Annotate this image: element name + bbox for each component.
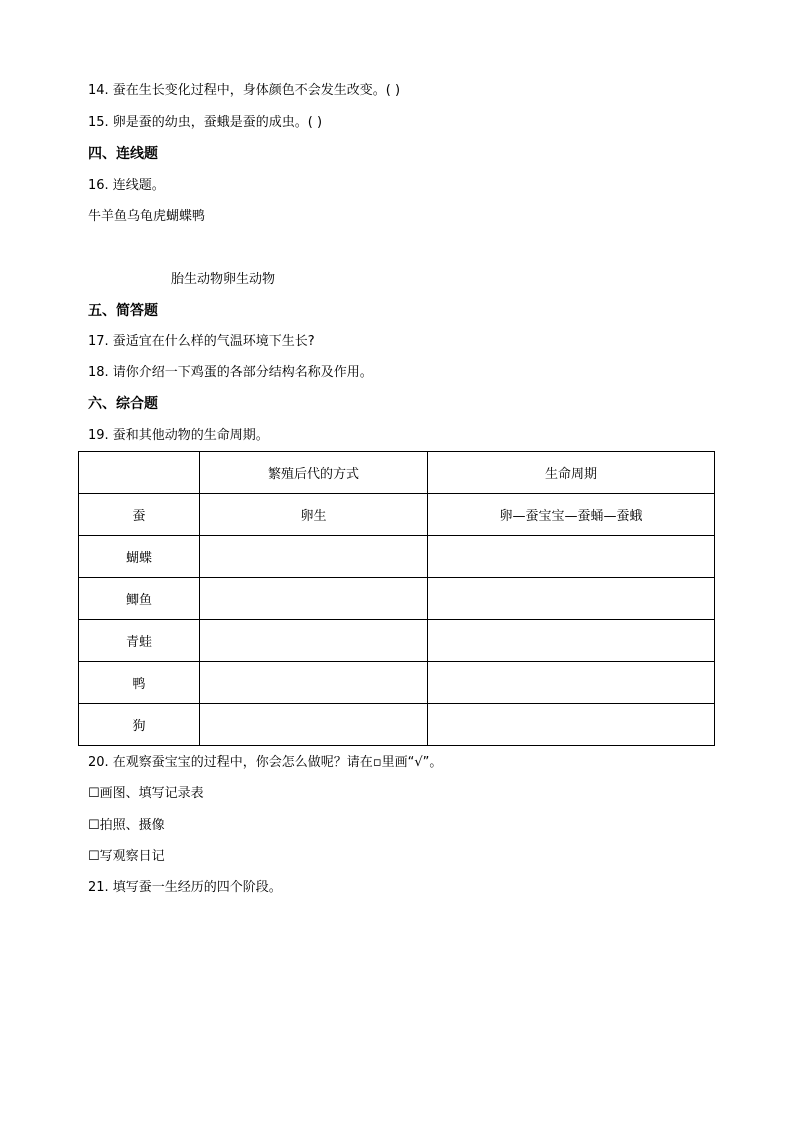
table-row	[79, 620, 715, 662]
life-cycle-cell: 卵—蚕宝宝—蚕蛹—蚕蛾	[428, 494, 715, 536]
question-15: 15. 卵是蚕的幼虫，蚕蛾是蚕的成虫。( )	[88, 115, 323, 130]
table-row	[79, 494, 715, 536]
question-20: 20. 在观察蚕宝宝的过程中，你会怎么做呢？请在▫里画“√”。	[88, 755, 443, 770]
animal-name-cell: 蝴蝶	[79, 536, 200, 578]
table-header-cell	[79, 452, 200, 494]
question-19: 19. 蚕和其他动物的生命周期。	[88, 428, 269, 443]
table-header-cell: 生命周期	[428, 452, 715, 494]
section-heading-6: 六、综合题	[88, 396, 158, 412]
reproduction-cell[interactable]	[200, 704, 428, 746]
life-cycle-cell[interactable]	[428, 662, 715, 704]
animal-name-cell: 蚕	[79, 494, 200, 536]
question-14: 14. 蚕在生长变化过程中，身体颜色不会发生改变。( )	[88, 83, 401, 98]
table-row	[79, 704, 715, 746]
animal-name-cell: 青蛙	[79, 620, 200, 662]
animal-name-cell: 狗	[79, 704, 200, 746]
option-diary[interactable]: ☐写观察日记	[88, 849, 165, 864]
reproduction-cell: 卵生	[200, 494, 428, 536]
option-photo-video[interactable]: ☐拍照、摄像	[88, 818, 165, 833]
option-draw-record[interactable]: ☐画图、填写记录表	[88, 786, 204, 801]
reproduction-cell[interactable]	[200, 536, 428, 578]
table-header-row	[79, 452, 715, 494]
reproduction-cell[interactable]	[200, 578, 428, 620]
section-heading-5: 五、简答题	[88, 303, 158, 319]
question-21: 21. 填写蚕一生经历的四个阶段。	[88, 880, 282, 895]
table-row	[79, 536, 715, 578]
matching-animals: 牛羊鱼乌龟虎蝴蝶鸭	[88, 209, 206, 224]
life-cycle-cell[interactable]	[428, 536, 715, 578]
table-row	[79, 578, 715, 620]
life-cycle-table	[78, 451, 715, 746]
section-heading-4: 四、连线题	[88, 146, 158, 162]
life-cycle-cell[interactable]	[428, 620, 715, 662]
animal-name-cell: 鲫鱼	[79, 578, 200, 620]
table-row	[79, 662, 715, 704]
question-18: 18. 请你介绍一下鸡蛋的各部分结构名称及作用。	[88, 365, 373, 380]
life-cycle-cell[interactable]	[428, 704, 715, 746]
reproduction-cell[interactable]	[200, 662, 428, 704]
life-cycle-cell[interactable]	[428, 578, 715, 620]
reproduction-cell[interactable]	[200, 620, 428, 662]
table-header-cell: 繁殖后代的方式	[200, 452, 428, 494]
matching-categories: 胎生动物卵生动物	[171, 272, 276, 287]
question-16: 16. 连线题。	[88, 178, 165, 193]
animal-name-cell: 鸭	[79, 662, 200, 704]
question-17: 17. 蚕适宜在什么样的气温环境下生长?	[88, 334, 315, 349]
